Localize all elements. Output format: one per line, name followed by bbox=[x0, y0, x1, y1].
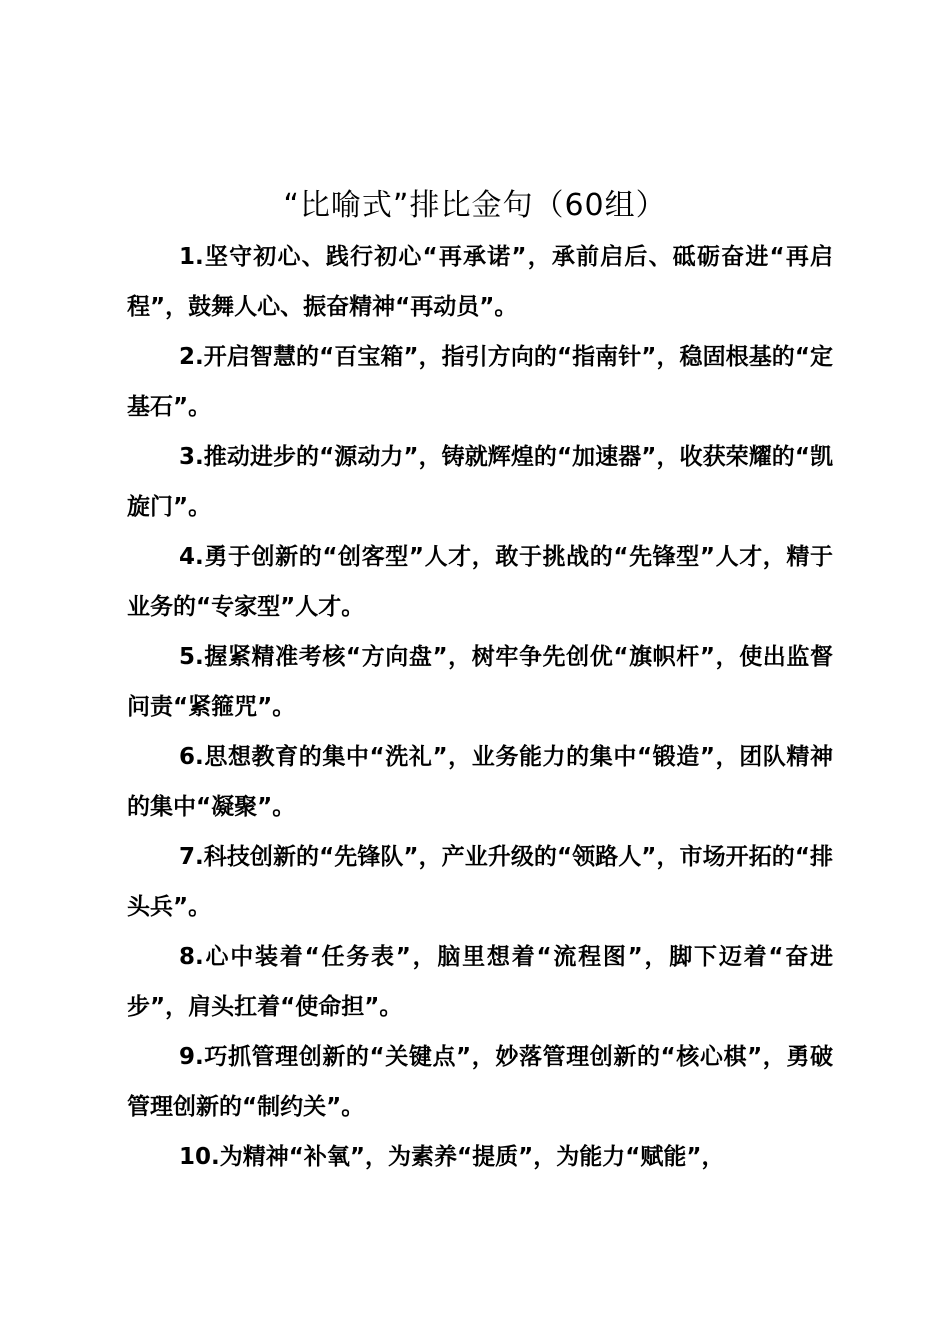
list-item: 7.科技创新的“先锋队”，产业升级的“领路人”，市场开拓的“排头兵”。 bbox=[127, 844, 833, 920]
list-item: 4.勇于创新的“创客型”人才，敢于挑战的“先锋型”人才，精于业务的“专家型”人才。 bbox=[127, 544, 833, 620]
list-item: 5.握紧精准考核“方向盘”，树牢争先创优“旗帜杆”，使出监督问责“紧箍咒”。 bbox=[127, 644, 833, 720]
page-title: “比喻式”排比金句（60组） bbox=[283, 188, 667, 223]
list-item: 1.坚守初心、践行初心“再承诺”，承前启后、砥砺奋进“再启程”，鼓舞人心、振奋精神“再动员”。 bbox=[127, 244, 833, 320]
list-item: 8.心中装着“任务表”，脑里想着“流程图”，脚下迈着“奋进步”，肩头扛着“使命担”。 bbox=[127, 944, 833, 1020]
sentence-list bbox=[127, 232, 833, 1182]
list-item: 10.为精神“补氧”，为素养“提质”，为能力“赋能”， bbox=[179, 1144, 725, 1170]
list-item: 6.思想教育的集中“洗礼”，业务能力的集中“锻造”，团队精神的集中“凝聚”。 bbox=[127, 744, 833, 820]
list-item: 2.开启智慧的“百宝箱”，指引方向的“指南针”，稳固根基的“定基石”。 bbox=[127, 344, 833, 420]
list-item: 9.巧抓管理创新的“关键点”，妙落管理创新的“核心棋”，勇破管理创新的“制约关”。 bbox=[127, 1044, 833, 1120]
list-item: 3.推动进步的“源动力”，铸就辉煌的“加速器”，收获荣耀的“凯旋门”。 bbox=[127, 444, 833, 520]
